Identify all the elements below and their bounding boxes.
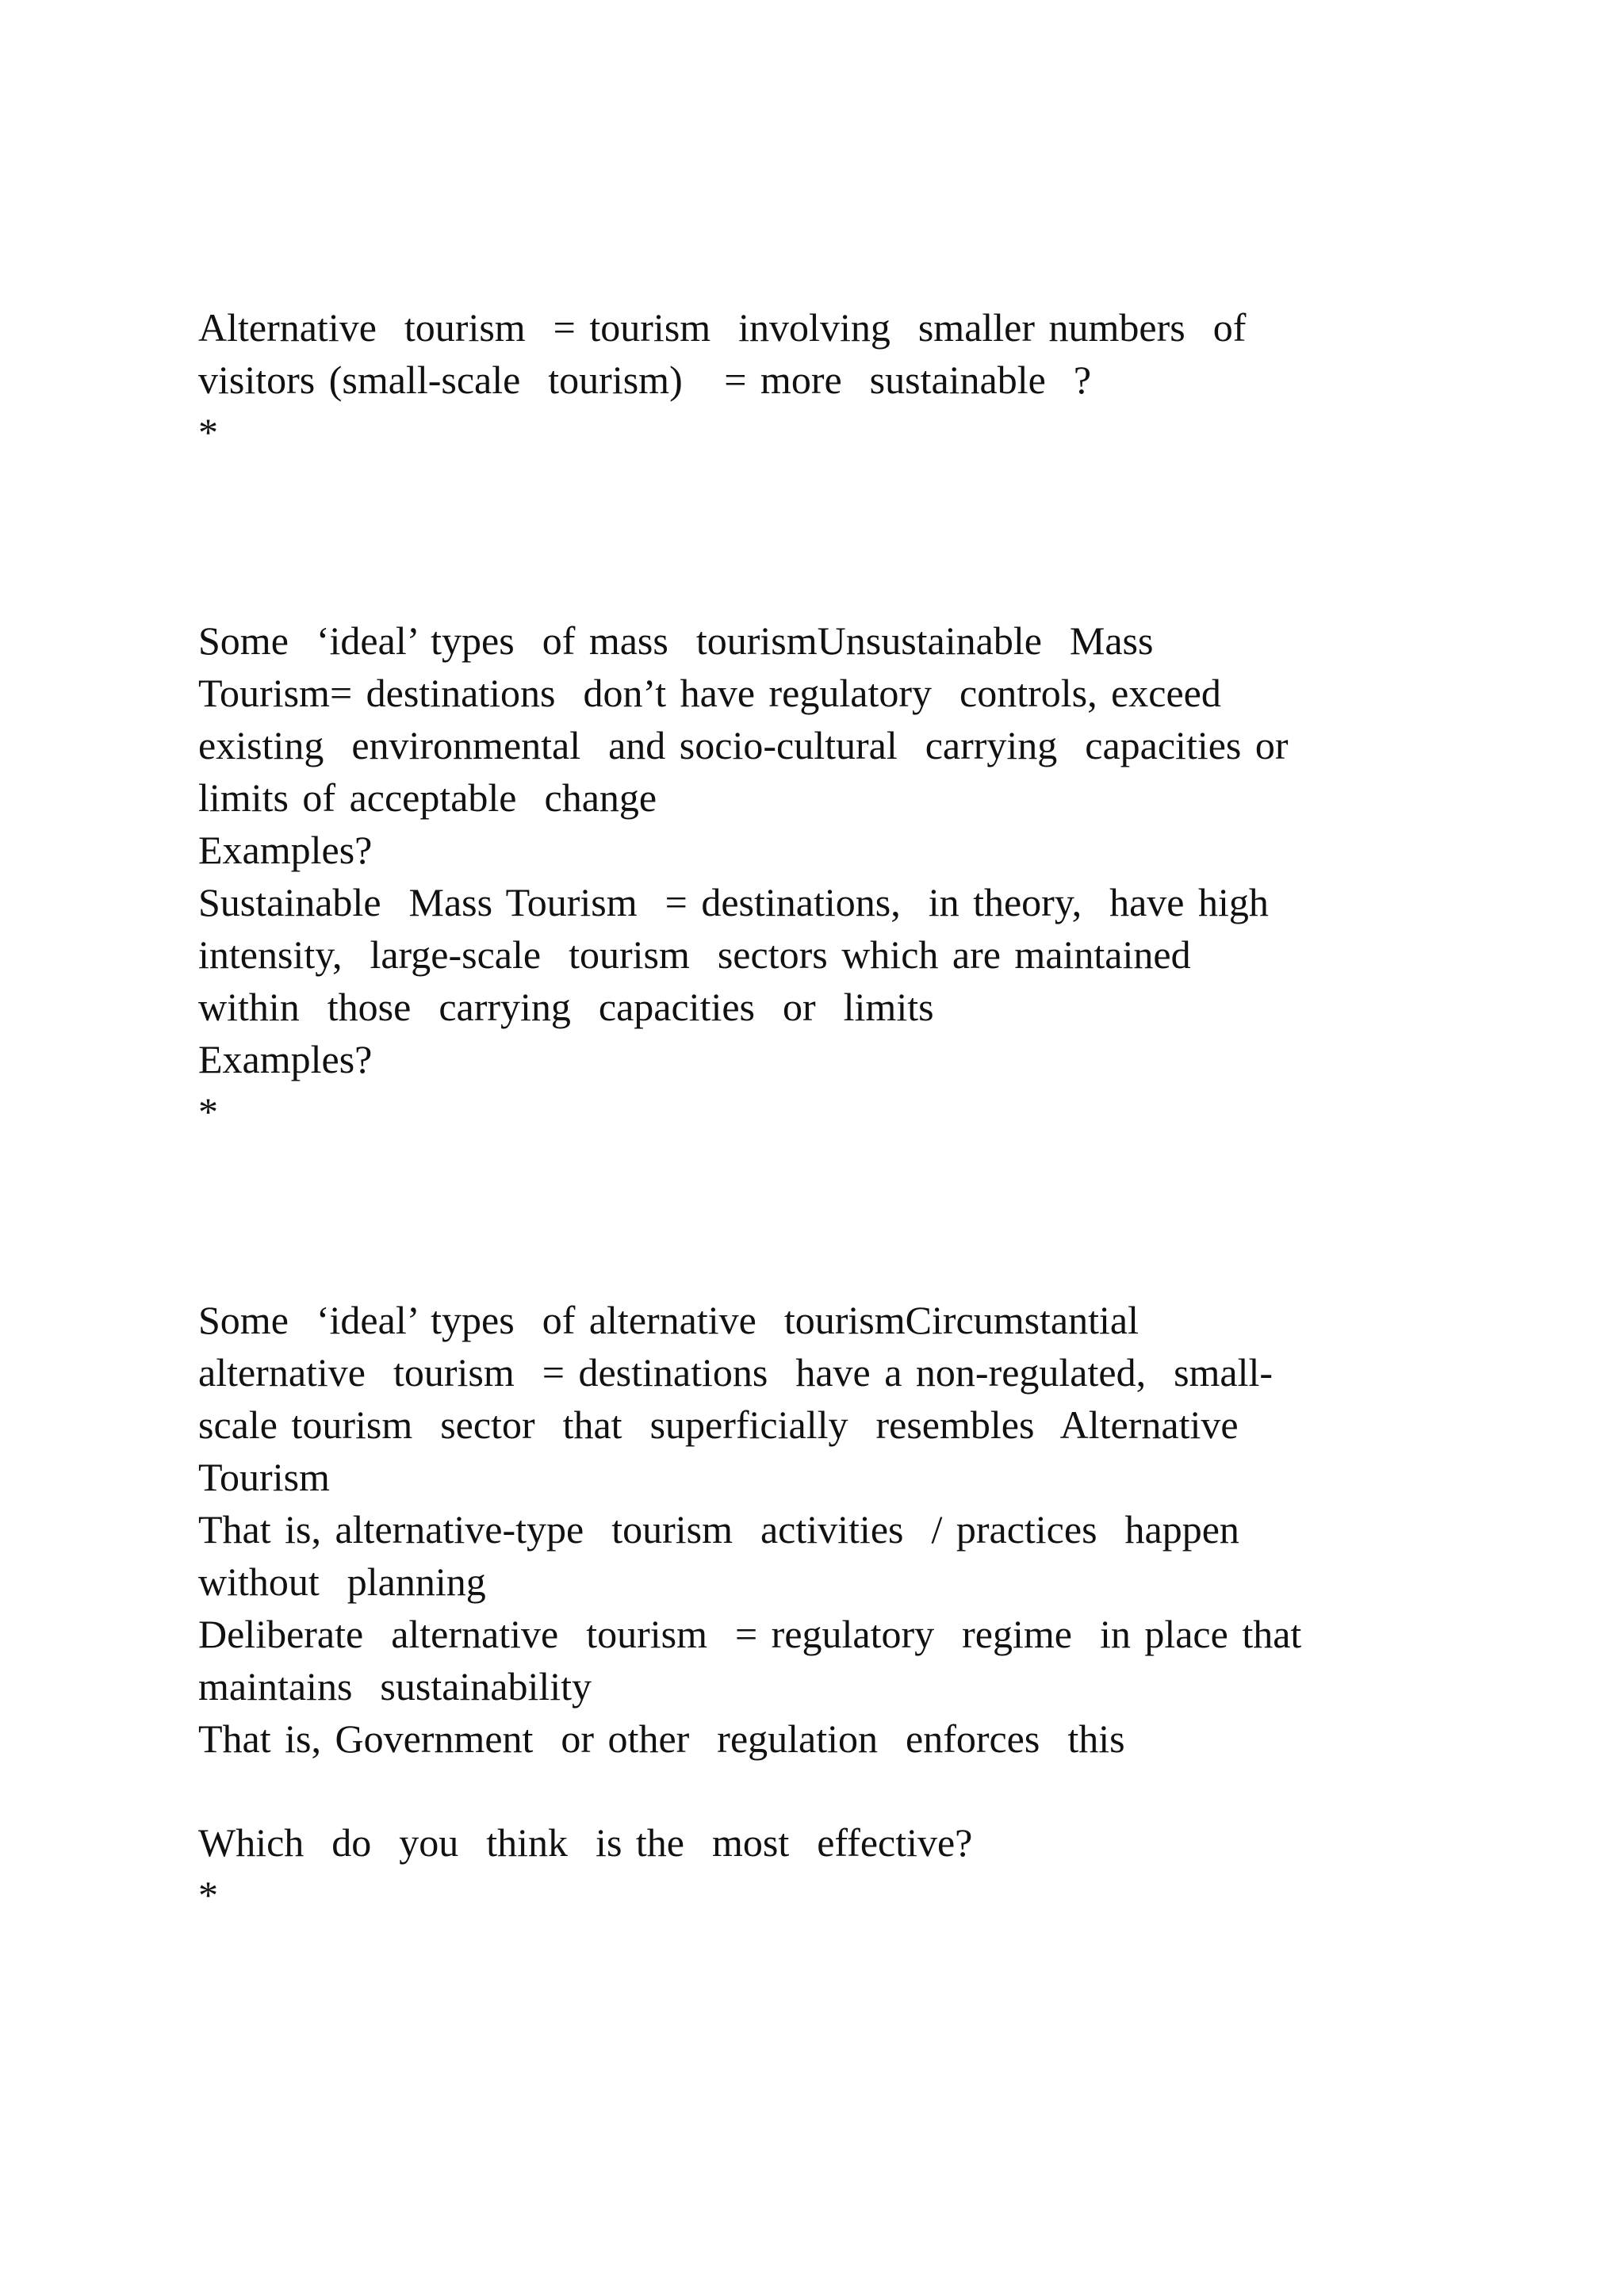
text-line: Examples? — [198, 828, 373, 872]
text-line: Alternative tourism = tourism involving smaller numbers of — [198, 305, 1247, 350]
text-line: Tourism — [198, 1455, 330, 1499]
text-line: Which do you think is the most effective? — [198, 1820, 973, 1865]
text-line: maintains sustainability — [198, 1664, 592, 1709]
text-line: existing environmental and socio-cultural carrying capacities or — [198, 723, 1289, 767]
text-line: That is, alternative-type tourism activities / practices happen — [198, 1507, 1239, 1552]
text-line: intensity, large-scale tourism sectors which are maintained — [198, 932, 1191, 977]
text-line: limits of acceptable change — [198, 775, 657, 820]
text-line: visitors (small-scale tourism) = more sustainable ? — [198, 358, 1092, 402]
text-line: Deliberate alternative tourism = regulatory regime in place that — [198, 1612, 1302, 1656]
text-line: Tourism= destinations don’t have regulatory controls, exceed — [198, 671, 1221, 715]
text-line: * — [198, 410, 218, 454]
text-line: alternative tourism = destinations have a non-regulated, small- — [198, 1350, 1274, 1395]
text-line: * — [198, 1089, 218, 1134]
text-line: Some ‘ideal’ types of alternative tourismCircumstantial — [198, 1298, 1139, 1342]
text-line: Sustainable Mass Tourism = destinations, in theory, have high — [198, 880, 1269, 924]
text-line: without planning — [198, 1559, 486, 1604]
text-line: Some ‘ideal’ types of mass tourismUnsustainable Mass — [198, 618, 1154, 663]
text-line: * — [198, 1873, 218, 1917]
text-line: That is, Government or other regulation enforces this — [198, 1716, 1125, 1761]
text-line: scale tourism sector that superficially resembles Alternative — [198, 1402, 1239, 1447]
text-line: within those carrying capacities or limits — [198, 985, 934, 1029]
text-line: Examples? — [198, 1037, 373, 1081]
